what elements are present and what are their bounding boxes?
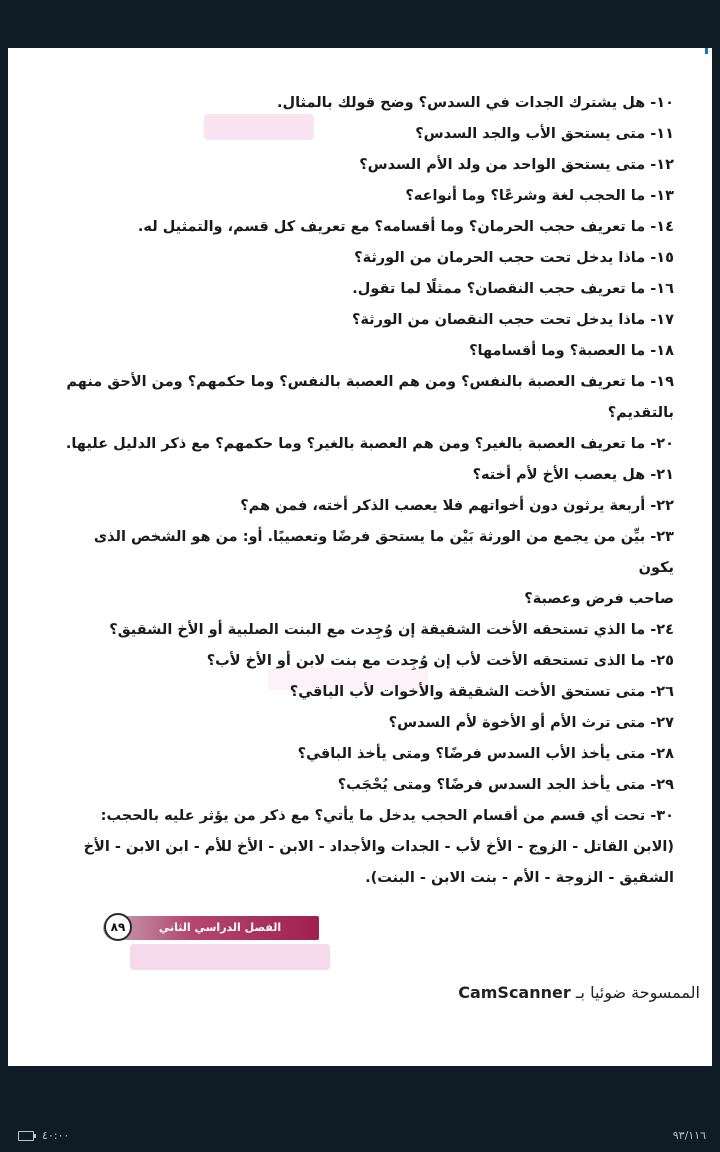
question-text: ماذا يدخل تحت حجب الحرمان من الورثة؟: [354, 250, 646, 266]
question-text: هل يشترك الجدات في السدس؟ وضح قولك بالمثال.: [277, 95, 646, 111]
camscanner-watermark: [440, 978, 700, 1008]
question-text: (الابن القاتل - الزوج - الأخ لأب - الجدات والأجداد - الابن - الأخ للأم - ابن الابن - الأخ: [83, 839, 674, 855]
question-number: ٢٣-: [650, 529, 674, 545]
scan-corner-mark: [705, 48, 708, 54]
page-number: ٨٩: [104, 913, 132, 941]
question-text: ما تعريف العصبة بالغير؟ ومن هم العصبة بالغير؟ وما حكمهم؟ مع ذكر الدليل عليها.: [65, 436, 646, 452]
question-text: ما الذي تستحقه الأخت الشقيقة إن وُجِدت مع البنت الصلبية أو الأخ الشقيق؟: [109, 622, 646, 638]
question-item: [54, 181, 674, 212]
question-continuation: بالتقديم؟: [607, 405, 674, 421]
question-item: [54, 615, 674, 646]
status-left-text: ٤٠:٠٠: [42, 1129, 70, 1142]
question-text: ما الحجب لغة وشرعًا؟ وما أنواعه؟: [405, 188, 646, 204]
question-text: ما العصبة؟ وما أقسامها؟: [469, 343, 646, 359]
question-item: [54, 367, 674, 398]
question-number: ٢٥-: [650, 653, 674, 669]
question-number: ١١-: [650, 126, 674, 142]
battery-icon: [18, 1131, 34, 1141]
question-item: [54, 119, 674, 150]
question-item: [54, 429, 674, 460]
question-number: ٢٠-: [650, 436, 674, 452]
question-item: [54, 863, 674, 894]
viewer-bottom-bar: [0, 1066, 720, 1152]
question-item: [54, 832, 674, 863]
status-left: [18, 1128, 69, 1144]
question-item: [54, 460, 674, 491]
question-number: ٢٦-: [650, 684, 674, 700]
footer-label: الفصل الدراسي الثاني: [158, 921, 282, 934]
question-number: ١٨-: [650, 343, 674, 359]
question-item: [54, 491, 674, 522]
question-text: متى يأخذ الأب السدس فرضًا؟ ومتى يأخذ الباقي؟: [297, 746, 646, 762]
question-number: ٢٧-: [650, 715, 674, 731]
question-item: [54, 522, 674, 584]
question-number: ٢٤-: [650, 622, 674, 638]
question-number: ١٦-: [650, 281, 674, 297]
question-number: ١٤-: [650, 219, 674, 235]
question-number: ١٣-: [650, 188, 674, 204]
question-number: ١٩-: [650, 374, 674, 390]
question-continuation: صاحب فرض وعصبة؟: [524, 591, 674, 607]
question-number: ١٧-: [650, 312, 674, 328]
question-item: [54, 708, 674, 739]
question-text: متى يستحق الأب والجد السدس؟: [415, 126, 646, 142]
question-item: [54, 739, 674, 770]
viewer-top-bar: [0, 0, 720, 48]
footer-pink-strip: [130, 944, 330, 970]
question-number: ٢٨-: [650, 746, 674, 762]
scanned-page: [8, 48, 712, 1066]
question-item: [54, 336, 674, 367]
question-item: [54, 243, 674, 274]
question-item: [54, 801, 674, 832]
question-item: [54, 305, 674, 336]
question-text: ماذا يدخل تحت حجب النقصان من الورثة؟: [351, 312, 646, 328]
question-text: متى ترث الأم أو الأخوة لأم السدس؟: [388, 715, 646, 731]
question-text: بيِّن من يجمع من الورثة بَيْن ما يستحق فرضًا وتعصيبًا. أو: من هو الشخص الذى يكون: [93, 529, 674, 576]
question-item: [54, 770, 674, 801]
question-number: ١٠-: [650, 95, 674, 111]
question-text: ما تعريف العصبة بالنفس؟ ومن هم العصبة بالنفس؟ وما حكمهم؟ ومن الأحق منهم: [66, 374, 646, 390]
watermark-prefix: الممسوحة ضوئيا بـ: [575, 983, 700, 1002]
question-text: ما الذى تستحقه الأخت لأب إن وُجِدت مع بنت لابن أو الأخ لأب؟: [206, 653, 646, 669]
question-text: هل يعصب الأخ لأم أخته؟: [472, 467, 646, 483]
question-item: [54, 646, 674, 677]
question-item: [54, 150, 674, 181]
question-number: ١٢-: [650, 157, 674, 173]
watermark-brand: CamScanner: [458, 983, 571, 1002]
question-text: متى تستحق الأخت الشقيقة والأخوات لأب الباقي؟: [289, 684, 646, 700]
question-number: ٢٢-: [650, 498, 674, 514]
question-text: الشقيق - الزوجة - الأم - بنت الابن - البنت).: [365, 870, 674, 886]
question-text: متى يستحق الواحد من ولد الأم السدس؟: [359, 157, 646, 173]
question-number: ٢٩-: [650, 777, 674, 793]
question-text: ما تعريف حجب الحرمان؟ وما أقسامه؟ مع تعريف كل قسم، والتمثيل له.: [137, 219, 646, 235]
question-number: ٣٠-: [650, 808, 674, 824]
question-item: [54, 88, 674, 119]
question-number: ١٥-: [650, 250, 674, 266]
question-item: [54, 677, 674, 708]
question-text: تحت أي قسم من أقسام الحجب يدخل ما يأتي؟ مع ذكر من يؤثر عليه بالحجب:: [100, 808, 646, 824]
question-number: ٢١-: [650, 467, 674, 483]
question-list: [54, 88, 674, 894]
question-text: أربعة يرثون دون أخواتهم فلا يعصب الذكر أخته، فمن هم؟: [240, 498, 646, 514]
question-item: [54, 274, 674, 305]
question-text: ما تعريف حجب النقصان؟ ممثلًا لما تقول.: [352, 281, 646, 297]
page-counter: ٩٣/١١٦: [672, 1129, 706, 1142]
question-text: متى يأخذ الجد السدس فرضًا؟ ومتى يُحْجَب؟: [337, 777, 646, 793]
question-item: [54, 212, 674, 243]
